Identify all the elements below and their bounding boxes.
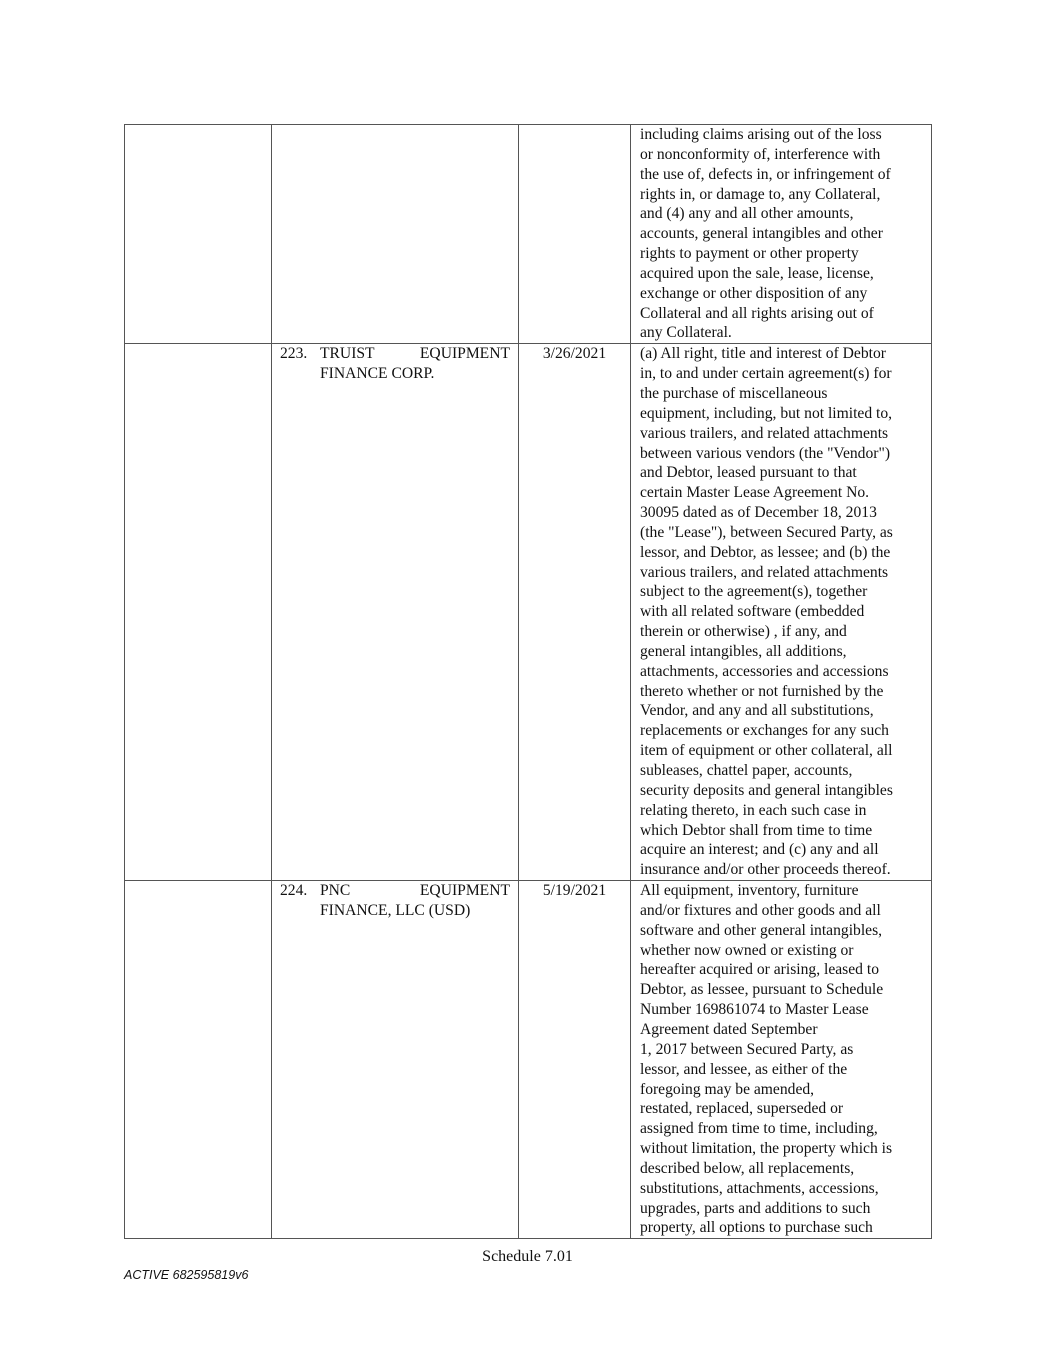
collateral-text-line: lessor, and lessee, as either of the bbox=[640, 1060, 848, 1078]
collateral-text-line: All equipment, inventory, furniture bbox=[640, 882, 859, 900]
collateral-description bbox=[640, 344, 927, 880]
collateral-text-line: the use of, defects in, or infringement of bbox=[640, 165, 891, 183]
collateral-text-line: and (4) any and all other amounts, bbox=[640, 205, 854, 223]
table-row bbox=[125, 344, 932, 881]
secured-party-name-line: FINANCE CORP. bbox=[320, 365, 435, 383]
collateral-text-line: Collateral and all rights arising out of bbox=[640, 304, 874, 322]
debtor-cell bbox=[125, 125, 272, 344]
collateral-text-line: (the "Lease"), between Secured Party, as bbox=[640, 523, 893, 541]
collateral-text-line: thereto whether or not furnished by the bbox=[640, 682, 884, 700]
collateral-text-line: software and other general intangibles, bbox=[640, 921, 883, 939]
debtor-cell bbox=[125, 881, 272, 1239]
collateral-text-line: general intangibles, all additions, bbox=[640, 642, 847, 660]
collateral-text-line: foregoing may be amended, bbox=[640, 1080, 815, 1098]
collateral-text-line: Debtor, as lessee, pursuant to Schedule bbox=[640, 981, 884, 999]
collateral-text-line: exchange or other disposition of any bbox=[640, 284, 868, 302]
collateral-text-line: security deposits and general intangibles bbox=[640, 781, 893, 799]
secured-party-name-word: EQUIPMENT bbox=[419, 882, 510, 900]
collateral-text-line: Number 169861074 to Master Lease bbox=[640, 1001, 869, 1019]
collateral-text-line: insurance and/or other proceeds thereof. bbox=[640, 861, 891, 879]
filing-date-cell bbox=[519, 881, 631, 1239]
collateral-text-line: Vendor, and any and all substitutions, bbox=[640, 702, 874, 720]
secured-party-cell bbox=[272, 125, 519, 344]
collateral-text-line: equipment, including, but not limited to, bbox=[640, 404, 893, 422]
collateral-text-line: property, all options to purchase such bbox=[640, 1219, 873, 1237]
collateral-text-line: without limitation, the property which is bbox=[640, 1140, 893, 1158]
collateral-text-line: subject to the agreement(s), together bbox=[640, 583, 868, 601]
collateral-text-line: lessor, and Debtor, as lessee; and (b) the bbox=[640, 543, 891, 561]
collateral-text-line: item of equipment or other collateral, all bbox=[640, 742, 893, 760]
collateral-cell bbox=[631, 881, 932, 1239]
collateral-text-line: (a) All right, title and interest of Debtor bbox=[640, 345, 886, 363]
collateral-text-line: 1, 2017 between Secured Party, as bbox=[640, 1040, 854, 1058]
collateral-text-line: and Debtor, leased pursuant to that bbox=[640, 464, 857, 482]
secured-party-cell bbox=[272, 881, 519, 1239]
collateral-cell bbox=[631, 125, 932, 344]
collateral-text-line: any Collateral. bbox=[640, 324, 732, 342]
secured-party-name-word: PNC bbox=[320, 882, 351, 900]
collateral-text-line: Agreement dated September bbox=[640, 1020, 818, 1038]
collateral-text-line: various trailers, and related attachments bbox=[640, 424, 889, 442]
collateral-text-line: certain Master Lease Agreement No. bbox=[640, 484, 870, 502]
page-footer-title: Schedule 7.01 bbox=[482, 1248, 573, 1265]
collateral-cell bbox=[631, 344, 932, 881]
collateral-text-line: described below, all replacements, bbox=[640, 1159, 855, 1177]
collateral-text-line: or nonconformity of, interference with bbox=[640, 145, 881, 163]
collateral-text-line: in, to and under certain agreement(s) for bbox=[640, 365, 892, 383]
collateral-text-line: which Debtor shall from time to time bbox=[640, 821, 873, 839]
collateral-text-line: rights to payment or other property bbox=[640, 245, 859, 263]
item-number: 224. bbox=[280, 882, 308, 900]
filing-date-cell bbox=[519, 125, 631, 344]
item-number: 223. bbox=[280, 345, 308, 363]
secured-party-name-word: TRUIST bbox=[320, 345, 375, 363]
collateral-description bbox=[640, 125, 927, 343]
collateral-text-line: various trailers, and related attachments bbox=[640, 563, 889, 581]
collateral-text-line: assigned from time to time, including, bbox=[640, 1120, 878, 1138]
collateral-text-line: hereafter acquired or arising, leased to bbox=[640, 961, 879, 979]
collateral-text-line: upgrades, parts and additions to such bbox=[640, 1199, 871, 1217]
collateral-text-line: replacements or exchanges for any such bbox=[640, 722, 889, 740]
collateral-text-line: with all related software (embedded bbox=[640, 603, 865, 621]
filing-date: 5/19/2021 bbox=[542, 882, 607, 900]
table-row bbox=[125, 125, 932, 344]
collateral-text-line: between various vendors (the "Vendor") bbox=[640, 444, 891, 462]
collateral-text-line: attachments, accessories and accessions bbox=[640, 662, 889, 680]
collateral-text-line: the purchase of miscellaneous bbox=[640, 384, 828, 402]
lien-schedule-table bbox=[124, 124, 932, 1239]
collateral-text-line: acquire an interest; and (c) any and all bbox=[640, 841, 879, 859]
collateral-text-line: rights in, or damage to, any Collateral, bbox=[640, 185, 881, 203]
debtor-cell bbox=[125, 344, 272, 881]
filing-date-cell bbox=[519, 344, 631, 881]
collateral-text-line: substitutions, attachments, accessions, bbox=[640, 1179, 879, 1197]
table-row bbox=[125, 881, 932, 1239]
collateral-text-line: restated, replaced, superseded or bbox=[640, 1100, 844, 1118]
collateral-text-line: therein or otherwise) , if any, and bbox=[640, 623, 847, 641]
collateral-text-line: relating thereto, in each such case in bbox=[640, 801, 867, 819]
filing-date: 3/26/2021 bbox=[542, 345, 607, 363]
collateral-text-line: whether now owned or existing or bbox=[640, 941, 854, 959]
collateral-description bbox=[640, 881, 927, 1238]
collateral-text-line: 30095 dated as of December 18, 2013 bbox=[640, 504, 877, 522]
collateral-text-line: and/or fixtures and other goods and all bbox=[640, 901, 881, 919]
collateral-text-line: accounts, general intangibles and other bbox=[640, 225, 883, 243]
collateral-text-line: including claims arising out of the loss bbox=[640, 126, 882, 143]
secured-party-name-word: EQUIPMENT bbox=[419, 345, 510, 363]
secured-party-cell bbox=[272, 344, 519, 881]
collateral-text-line: subleases, chattel paper, accounts, bbox=[640, 762, 853, 779]
collateral-text-line: acquired upon the sale, lease, license, bbox=[640, 264, 874, 282]
document-id: ACTIVE 682595819v6 bbox=[124, 1268, 249, 1282]
secured-party-name-line: FINANCE, LLC (USD) bbox=[320, 901, 471, 919]
